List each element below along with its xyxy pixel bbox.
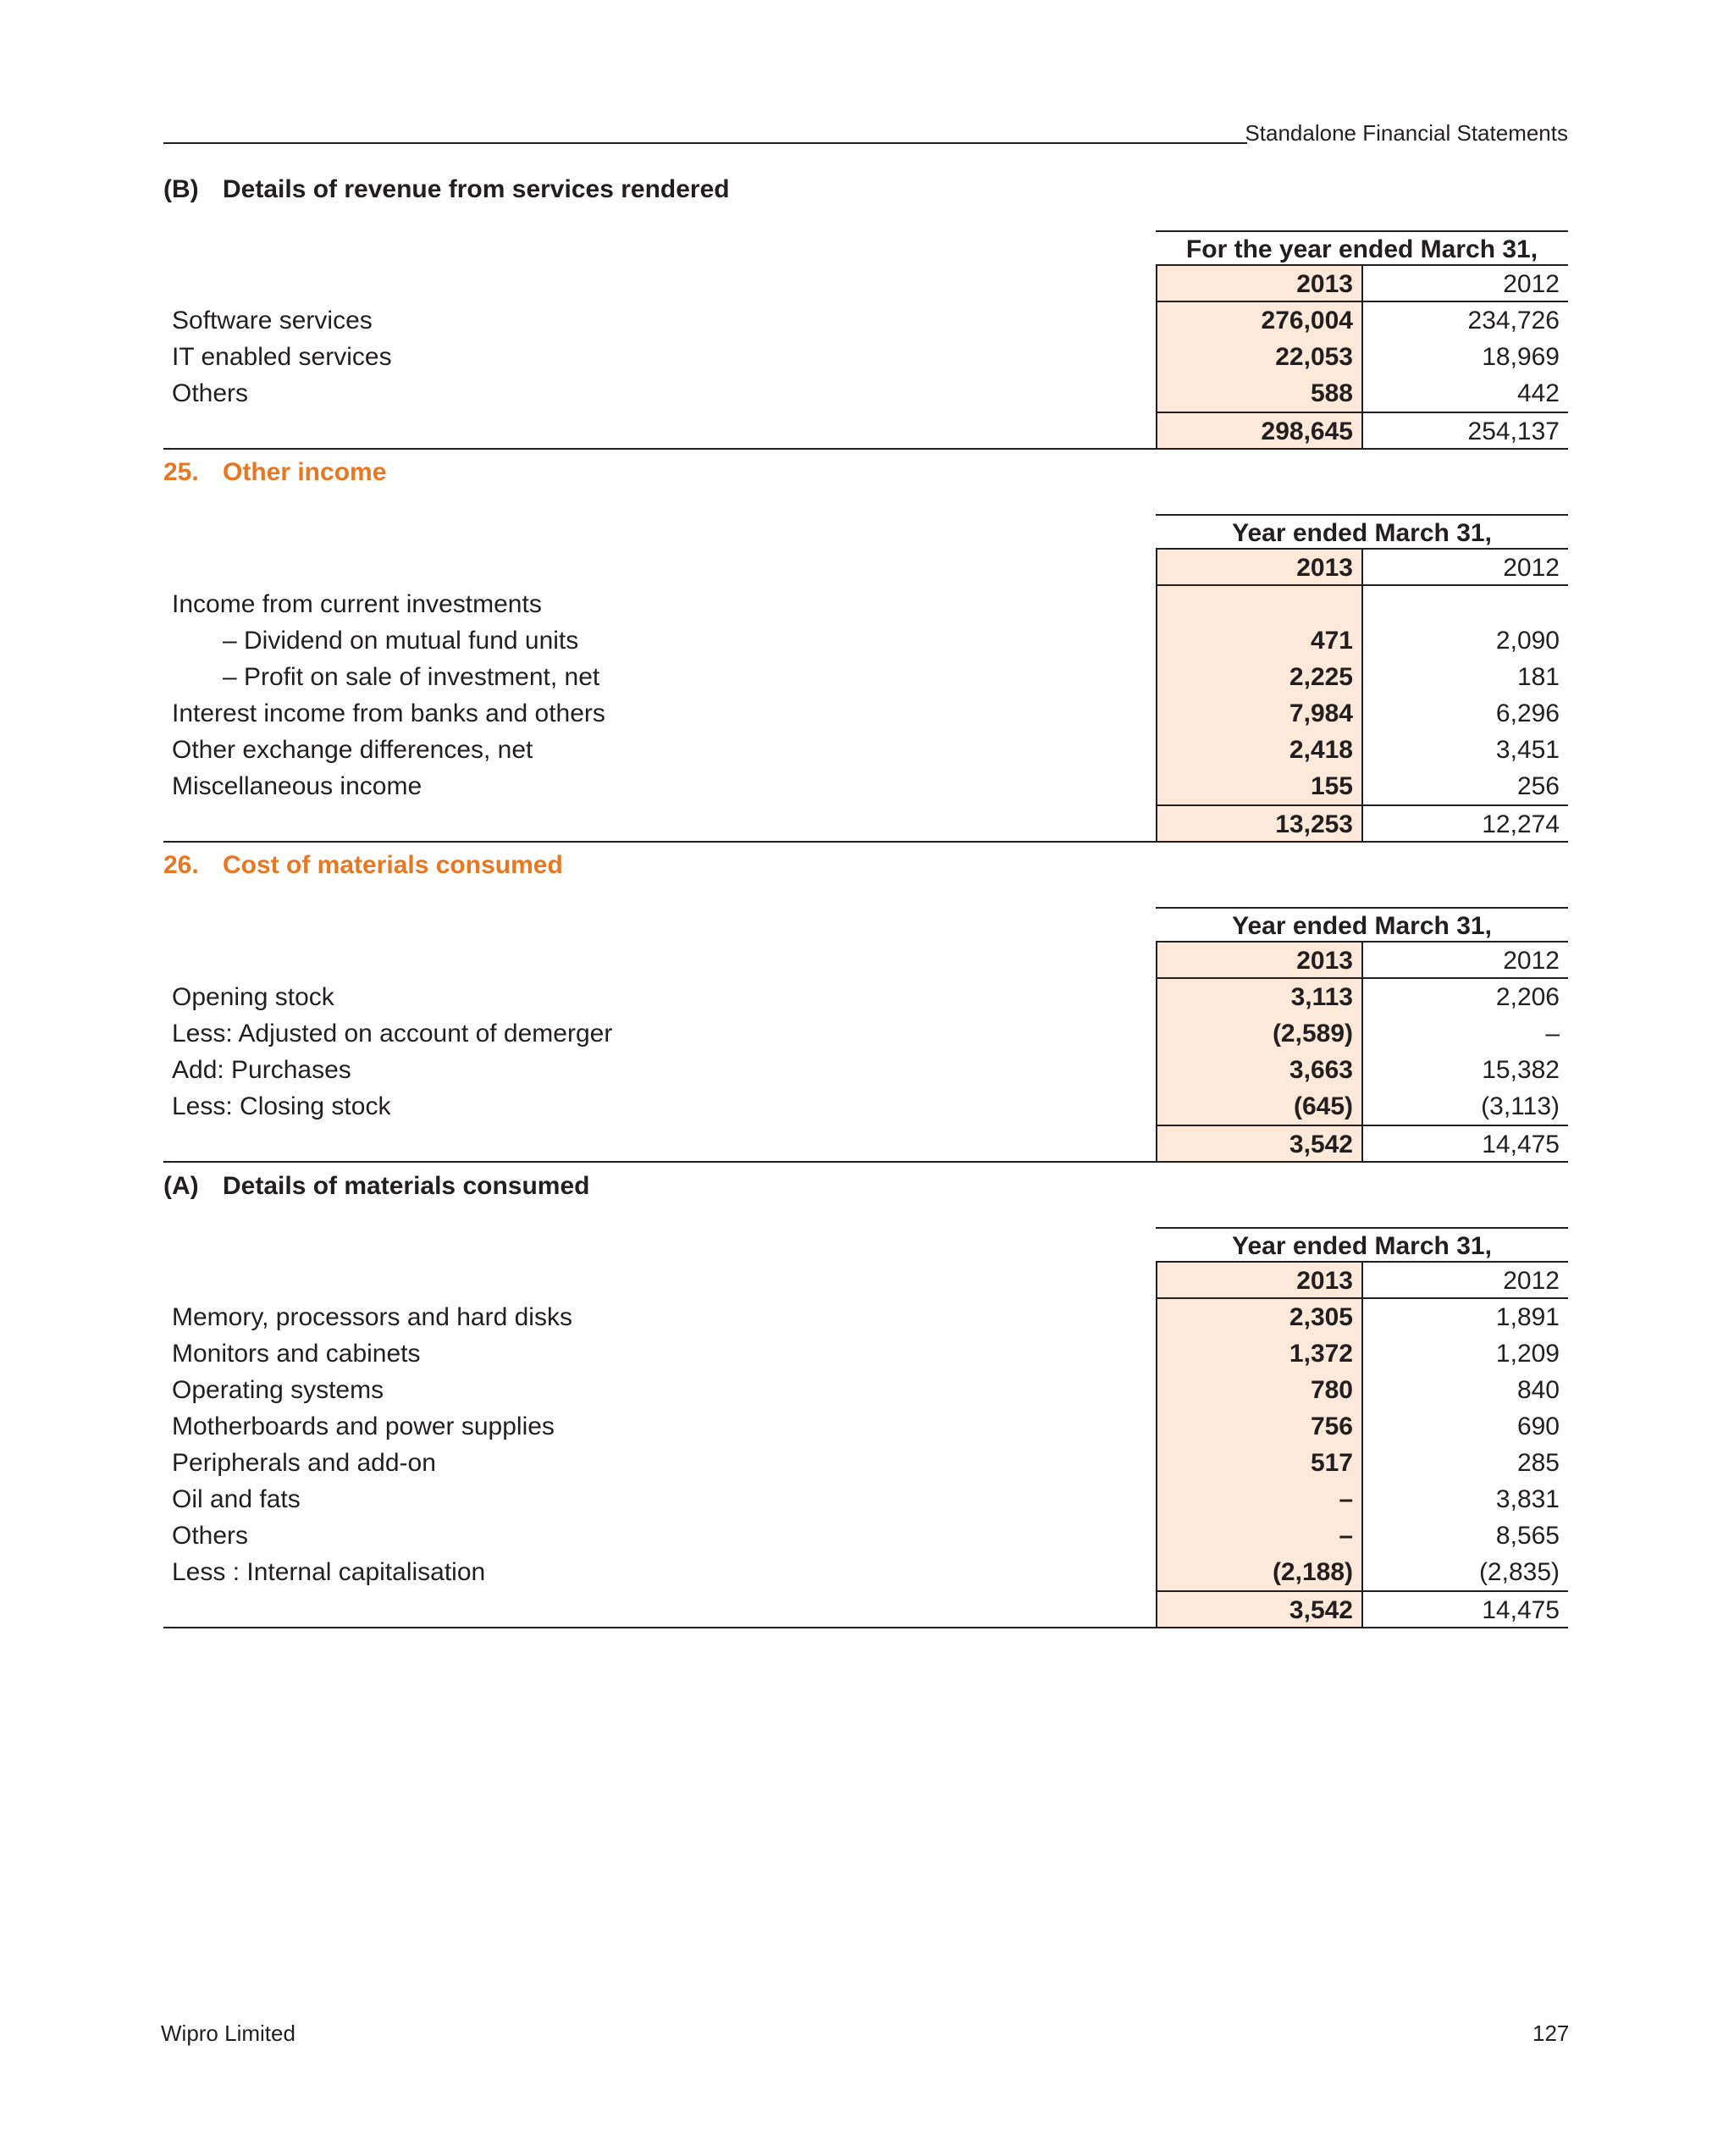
table-row	[163, 768, 1568, 804]
value-2013: 780	[1156, 1372, 1363, 1408]
table-row	[163, 1408, 1568, 1445]
row-label: Memory, processors and hard disks	[172, 1303, 572, 1331]
value-2013: 588	[1156, 375, 1363, 412]
table-row	[163, 1554, 1568, 1590]
table-row	[163, 659, 1568, 695]
table-row	[163, 732, 1568, 768]
statement-table	[163, 1227, 1568, 1627]
value-2013: 1,372	[1156, 1335, 1363, 1372]
value-2012: 15,382	[1482, 1056, 1560, 1084]
year-previous: 2012	[1363, 943, 1568, 979]
section-number: (B)	[163, 175, 199, 203]
row-label: Operating systems	[172, 1376, 384, 1404]
row-label: Peripherals and add-on	[172, 1449, 436, 1477]
value-2013: 756	[1156, 1408, 1363, 1445]
section-title-text: Other income	[223, 458, 387, 486]
section-title-text: Details of materials consumed	[223, 1172, 590, 1200]
value-2012: 3,831	[1495, 1485, 1560, 1513]
table-bottom-rule	[163, 448, 1568, 450]
section-title	[163, 1172, 589, 1201]
table-bottom-rule	[163, 841, 1568, 843]
value-2012: 181	[1516, 663, 1560, 691]
value-2012: 285	[1516, 1449, 1560, 1477]
row-label: Oil and fats	[172, 1485, 301, 1513]
header-title: Standalone Financial Statements	[1245, 120, 1568, 146]
table-bottom-rule	[163, 1627, 1568, 1628]
table-caption-row	[163, 514, 1568, 550]
row-label: Add: Purchases	[172, 1056, 351, 1084]
total-row	[163, 1125, 1568, 1161]
row-label: IT enabled services	[172, 343, 392, 371]
year-current: 2013	[1156, 1263, 1363, 1299]
value-2013: 2,418	[1156, 732, 1363, 768]
value-2013: 471	[1156, 622, 1363, 659]
value-2013: (2,188)	[1156, 1554, 1363, 1590]
value-2013: 155	[1156, 768, 1363, 804]
table-caption-row	[163, 230, 1568, 266]
value-2013: 2,305	[1156, 1299, 1363, 1335]
section-title-text: Details of revenue from services rendered	[223, 175, 730, 203]
year-current: 2013	[1156, 266, 1363, 302]
section-title-text: Cost of materials consumed	[223, 851, 563, 879]
row-label: Software services	[172, 307, 373, 334]
year-header-row	[163, 1263, 1568, 1299]
total-2013: 13,253	[1156, 804, 1363, 841]
value-2012: (3,113)	[1481, 1092, 1560, 1120]
footer-page-number: 127	[1532, 2021, 1570, 2046]
table-caption-row	[163, 1227, 1568, 1263]
value-2013: 517	[1156, 1445, 1363, 1481]
table-row	[163, 1335, 1568, 1372]
table-bottom-rule	[163, 1161, 1568, 1163]
value-2013: 22,053	[1156, 339, 1363, 375]
value-2013: 7,984	[1156, 695, 1363, 732]
table-caption: Year ended March 31,	[1156, 907, 1568, 943]
total-2012: 14,475	[1363, 1590, 1568, 1627]
section-title	[163, 851, 563, 880]
total-2013: 3,542	[1156, 1125, 1363, 1161]
statement-table	[163, 230, 1568, 448]
total-row	[163, 412, 1568, 448]
value-2013: 276,004	[1156, 302, 1363, 339]
row-label: Monitors and cabinets	[172, 1340, 421, 1368]
table-row	[163, 586, 1568, 622]
year-header-row	[163, 943, 1568, 979]
year-current: 2013	[1156, 943, 1363, 979]
year-header-row	[163, 550, 1568, 586]
table-row	[163, 1015, 1568, 1052]
table-row	[163, 1299, 1568, 1335]
total-2012: 14,475	[1363, 1125, 1568, 1161]
row-label: Less : Internal capitalisation	[172, 1558, 486, 1586]
table-row	[163, 1372, 1568, 1408]
value-2013: –	[1156, 1481, 1363, 1517]
header-rule	[163, 142, 1247, 144]
row-label: – Dividend on mutual fund units	[223, 627, 579, 655]
value-2012: 8,565	[1495, 1522, 1560, 1550]
year-previous: 2012	[1363, 1263, 1568, 1299]
page-header	[163, 119, 1568, 146]
year-previous: 2012	[1363, 550, 1568, 586]
statement-table	[163, 514, 1568, 841]
table-caption: Year ended March 31,	[1156, 514, 1568, 550]
value-2012: 6,296	[1495, 699, 1560, 727]
row-label: Miscellaneous income	[172, 772, 422, 800]
table-row	[163, 695, 1568, 732]
section-number: 25.	[163, 458, 199, 486]
value-2012: 3,451	[1495, 736, 1560, 764]
row-label: Opening stock	[172, 983, 334, 1011]
table-row	[163, 979, 1568, 1015]
row-label: – Profit on sale of investment, net	[223, 663, 600, 691]
year-previous: 2012	[1363, 266, 1568, 302]
section-title	[163, 175, 730, 204]
row-label: Income from current investments	[172, 590, 542, 618]
table-caption: Year ended March 31,	[1156, 1227, 1568, 1263]
value-2012: 2,090	[1495, 627, 1560, 655]
table-row	[163, 339, 1568, 375]
value-2012: 840	[1516, 1376, 1560, 1404]
total-2012: 12,274	[1363, 804, 1568, 841]
section-number: 26.	[163, 851, 199, 879]
value-2013: (645)	[1156, 1088, 1363, 1125]
value-2012	[1363, 586, 1568, 622]
year-header-row	[163, 266, 1568, 302]
total-row	[163, 804, 1568, 841]
footer-company: Wipro Limited	[161, 2021, 295, 2046]
total-row	[163, 1590, 1568, 1627]
value-2013: 3,113	[1156, 979, 1363, 1015]
value-2013: 3,663	[1156, 1052, 1363, 1088]
value-2012: 18,969	[1482, 343, 1560, 371]
row-label: Other exchange differences, net	[172, 736, 533, 764]
row-label: Others	[172, 379, 249, 407]
value-2012: 2,206	[1495, 983, 1560, 1011]
table-row	[163, 1052, 1568, 1088]
table-row	[163, 375, 1568, 412]
row-label: Less: Closing stock	[172, 1092, 391, 1120]
value-2012: 442	[1516, 379, 1560, 407]
section-number: (A)	[163, 1172, 199, 1200]
section-title	[163, 458, 386, 487]
table-row	[163, 1517, 1568, 1554]
value-2013: 2,225	[1156, 659, 1363, 695]
value-2012: 234,726	[1467, 307, 1560, 334]
table-caption-row	[163, 907, 1568, 943]
table-row	[163, 302, 1568, 339]
total-2013: 3,542	[1156, 1590, 1363, 1627]
value-2012: 690	[1516, 1412, 1560, 1440]
year-current: 2013	[1156, 550, 1363, 586]
value-2012: –	[1545, 1020, 1560, 1048]
value-2012: 1,209	[1495, 1340, 1560, 1368]
total-2013: 298,645	[1156, 412, 1363, 448]
value-2012: 256	[1516, 772, 1560, 800]
value-2013: (2,589)	[1156, 1015, 1363, 1052]
row-label: Less: Adjusted on account of demerger	[172, 1020, 613, 1048]
row-label: Others	[172, 1522, 249, 1550]
value-2013: –	[1156, 1517, 1363, 1554]
table-row	[163, 1088, 1568, 1125]
statement-table	[163, 907, 1568, 1161]
table-caption: For the year ended March 31,	[1156, 230, 1568, 266]
total-2012: 254,137	[1363, 412, 1568, 448]
value-2013	[1156, 586, 1363, 622]
table-row	[163, 1481, 1568, 1517]
value-2012: (2,835)	[1478, 1558, 1560, 1586]
table-row	[163, 622, 1568, 659]
row-label: Motherboards and power supplies	[172, 1412, 555, 1440]
table-row	[163, 1445, 1568, 1481]
row-label: Interest income from banks and others	[172, 699, 605, 727]
value-2012: 1,891	[1495, 1303, 1560, 1331]
